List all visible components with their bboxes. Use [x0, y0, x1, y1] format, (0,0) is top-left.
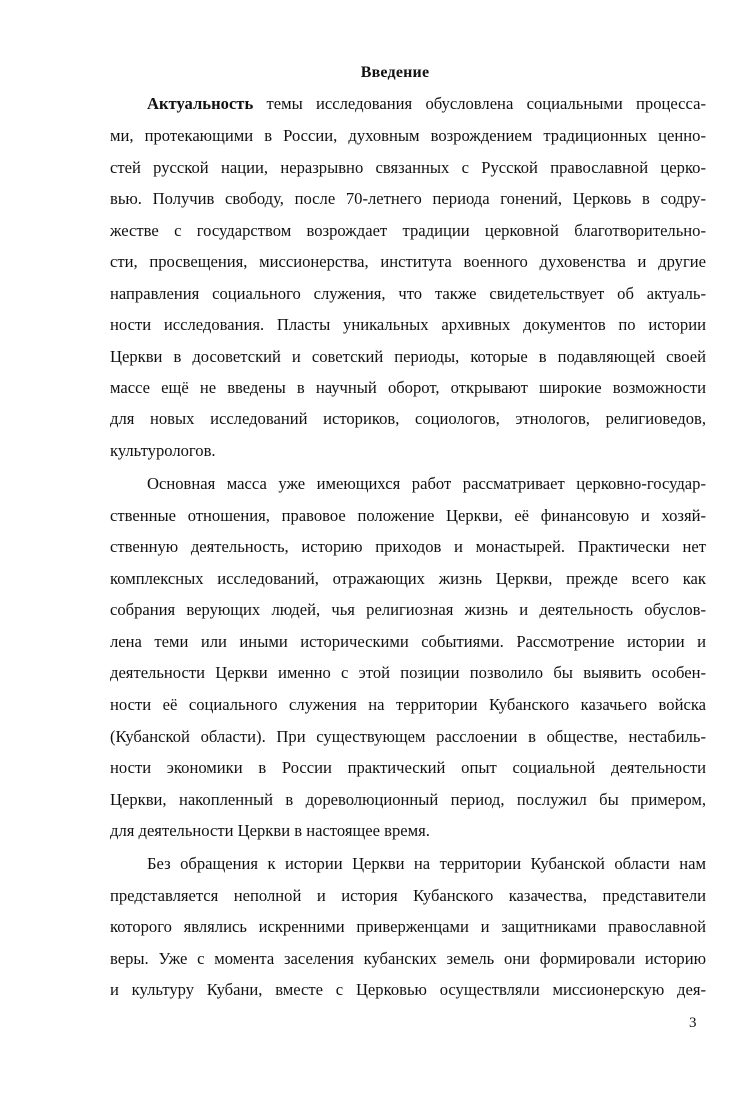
text-line: культурологов. [110, 441, 216, 460]
text-line: представляется неполной и история Кубанского казачества, представители [110, 886, 706, 905]
text-line: (Кубанской области). При существующем расслоении в обществе, нестабиль- [110, 727, 706, 746]
text-line: собрания верующих людей, чья религиозная жизнь и деятельность обуслов- [110, 600, 706, 619]
section-heading: Введение [360, 64, 430, 81]
text-line: сти, просвещения, миссионерства, института военного духовенства и другие [110, 252, 706, 271]
text-line: для деятельности Церкви в настоящее время. [110, 821, 430, 840]
text-line: Церкви, накопленный в дореволюционный период, послужил бы примером, [110, 790, 706, 809]
text-line: ственные отношения, правовое положение Церкви, её финансовую и хозяй- [110, 506, 706, 525]
text-line: деятельности Церкви именно с этой позиции позволило бы выявить особен- [110, 663, 706, 682]
text-line: веры. Уже с момента заселения кубанских земель они формировали историю [110, 949, 706, 968]
text-line: вью. Получив свободу, после 70-летнего периода гонений, Церковь в содру- [110, 189, 706, 208]
text-line: и культуру Кубани, вместе с Церковью осуществляли миссионерскую дея- [110, 980, 706, 999]
text-line: которого являлись искренними приверженцами и защитниками православной [110, 917, 706, 936]
text-line: Церкви в досоветский и советский периоды, которые в подавляющей своей [110, 347, 706, 366]
bold-lead-word: Актуальность [147, 94, 254, 113]
text-line: ности экономики в России практический опыт социальной деятельности [110, 758, 706, 777]
text-line: Основная масса уже имеющихся работ рассматривает церковно-государ- [147, 474, 706, 493]
text-line: Актуальность темы исследования обусловлена социальными процесса- [147, 94, 706, 113]
text-line: направления социального служения, что также свидетельствует об актуаль- [110, 284, 706, 303]
text-line: жестве с государством возрождает традиции церковной благотворительно- [110, 221, 706, 240]
text-line: ми, протекающими в России, духовным возрождением традиционных ценно- [110, 126, 706, 145]
page-number: 3 [689, 1015, 697, 1031]
text-line: для новых исследований историков, социологов, этнологов, религиоведов, [110, 409, 706, 428]
text-line: комплексных исследований, отражающих жизнь Церкви, прежде всего как [110, 569, 706, 588]
text-line: стей русской нации, неразрывно связанных с Русской православной церко- [110, 158, 706, 177]
text-line: ности её социального служения на территории Кубанского казачьего войска [110, 695, 706, 714]
text-line: Без обращения к истории Церкви на территории Кубанской области нам [147, 854, 706, 873]
text-line: ности исследования. Пласты уникальных архивных документов по истории [110, 315, 706, 334]
text-line: массе ещё не введены в научный оборот, открывают широкие возможности [110, 378, 706, 397]
text-line: ственную деятельность, историю приходов и монастырей. Практически нет [110, 537, 706, 556]
text-line: лена теми или иными историческими событиями. Рассмотрение истории и [110, 632, 706, 651]
